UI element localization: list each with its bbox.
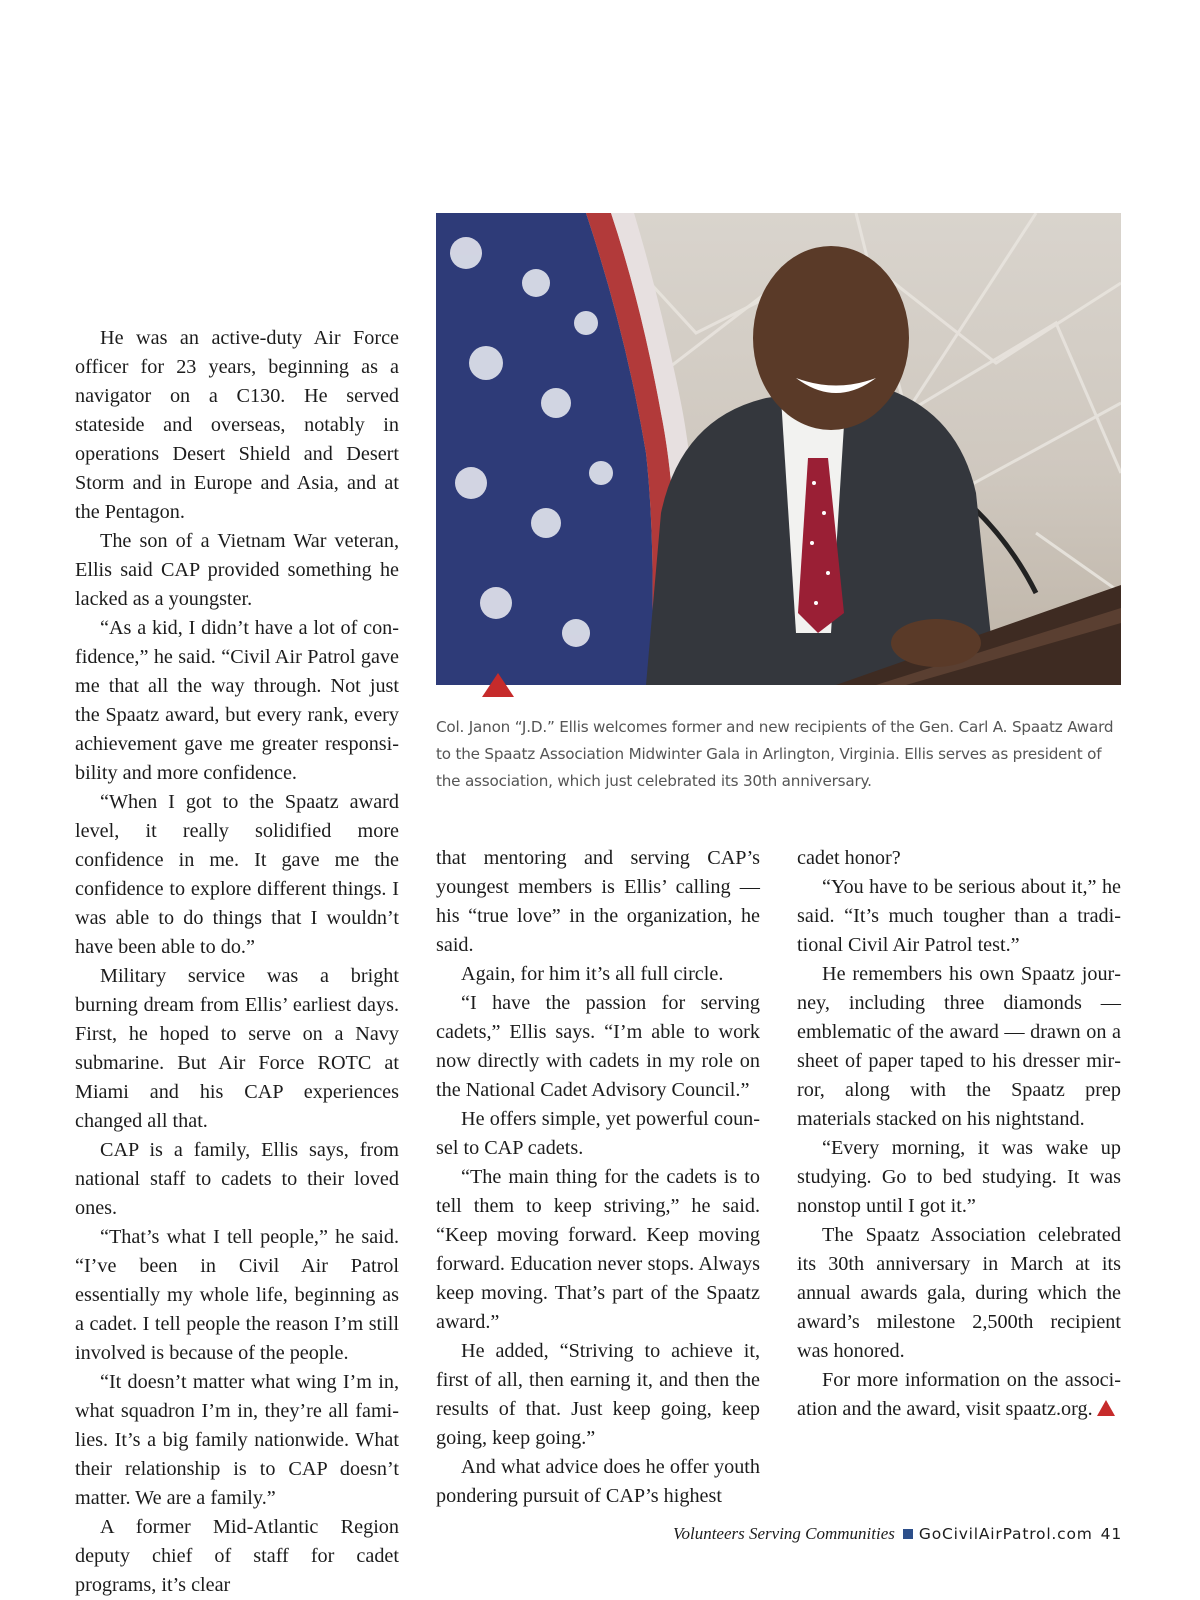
- paragraph: “I have the passion for serving cadets,” Ellis says. “I’m able to work now directly with cadets in my role on the National Cadet Advisory Council.”: [436, 992, 760, 1101]
- paragraph: The son of a Vietnam War veteran, Ellis said CAP provided something he lacked as a youngster.: [75, 530, 399, 610]
- article-column-2: [436, 844, 760, 1511]
- footer-tagline: Volunteers Serving Communities: [672, 1524, 895, 1543]
- paragraph: cadet honor?: [797, 847, 901, 869]
- paragraph: “The main thing for the cadets is to tell them to keep striving,” he said. “Keep moving forward. Keep moving forward. Education never stops. Always keep moving. That’s part of the Spaatz award.”: [436, 1166, 760, 1333]
- red-triangle-icon: [482, 673, 514, 697]
- paragraph: [797, 1366, 1121, 1424]
- footer-website: GoCivilAirPatrol.com: [918, 1525, 1093, 1543]
- article-column-1: [75, 324, 399, 1600]
- paragraph: “As a kid, I didn’t have a lot of confidence,” he said. “Civil Air Patrol gave me that all the way through. Not just the Spaatz award, but every rank, every achievement gave me greater responsibility and more confidence.: [75, 617, 399, 784]
- paragraph: “It doesn’t matter what wing I’m in, what squadron I’m in, they’re all families. It’s a big family nationwide. What their relationship is to CAP doesn’t matter. We are a family.”: [75, 1371, 399, 1509]
- paragraph: He remembers his own Spaatz journey, including three diamonds — emblematic of the award — drawn on a sheet of paper taped to his dresser mirror, along with the Spaatz prep materials stacked on his nightstand.: [797, 963, 1121, 1130]
- paragraph: “When I got to the Spaatz award level, it really solidified more confidence in me. It gave me the confidence to explore different things. I was able to do things that I wouldn’t have been able to do.”: [75, 791, 399, 958]
- paragraph: “Every morning, it was wake up studying. Go to bed studying. It was nonstop until I got it.”: [797, 1137, 1121, 1217]
- paragraph: Again, for him it’s all full circle.: [461, 963, 724, 985]
- article-photo: [436, 213, 1121, 685]
- paragraph: “That’s what I tell people,” he said. “I’ve been in Civil Air Patrol essentially my whole life, beginning as a cadet. I tell people the reason I’m still involved is because of the people.: [75, 1226, 399, 1364]
- paragraph: that mentoring and serving CAP’s youngest members is Ellis’ calling — his “true love” in the organization, he said.: [436, 847, 760, 956]
- paragraph: Military service was a bright burning dream from Ellis’ earliest days. First, he hoped to serve on a Navy submarine. But Air Force ROTC at Miami and his CAP experiences changed all that.: [75, 965, 399, 1132]
- photo-caption: Col. Janon “J.D.” Ellis welcomes former and new recipients of the Gen. Carl A. Spaatz Award to the Spaatz Association Midwinter Gala in Arlington, Virginia. Ellis serves as president of the association, which just celebrated its 30th anniversary.: [436, 718, 1114, 790]
- paragraph: He offers simple, yet powerful counsel to CAP cadets.: [436, 1108, 760, 1159]
- paragraph: A former Mid-Atlantic Region deputy chief of staff for cadet programs, it’s clear: [75, 1516, 399, 1596]
- page-footer: [673, 1524, 1122, 1544]
- page-number: 41: [1100, 1525, 1122, 1543]
- square-bullet-icon: [903, 1529, 913, 1539]
- paragraph: “You have to be serious about it,” he said. “It’s much tougher than a traditional Civil Air Patrol test.”: [797, 876, 1121, 956]
- paragraph: He added, “Striving to achieve it, first of all, then earning it, and then the results of that. Just keep going, keep going, keep going.”: [436, 1340, 760, 1449]
- photo-illustration: [436, 213, 1121, 685]
- paragraph-text: For more information on the association and the award, visit spaatz.org.: [797, 1369, 1121, 1420]
- article-column-3: [797, 844, 1121, 1424]
- paragraph: CAP is a family, Ellis says, from national staff to cadets to their loved ones.: [75, 1139, 399, 1219]
- paragraph: And what advice does he offer youth pondering pursuit of CAP’s highest: [436, 1456, 760, 1507]
- paragraph: He was an active-duty Air Force officer for 23 years, beginning as a navigator on a C130. He served stateside and overseas, notably in operations Desert Shield and Desert Storm and in Europe and Asia, and at the Pentagon.: [75, 327, 399, 523]
- red-triangle-icon: [1097, 1400, 1115, 1416]
- paragraph: The Spaatz Association celebrated its 30th anniversary in March at its annual awards gala, during which the award’s milestone 2,500th recipient was honored.: [797, 1224, 1121, 1362]
